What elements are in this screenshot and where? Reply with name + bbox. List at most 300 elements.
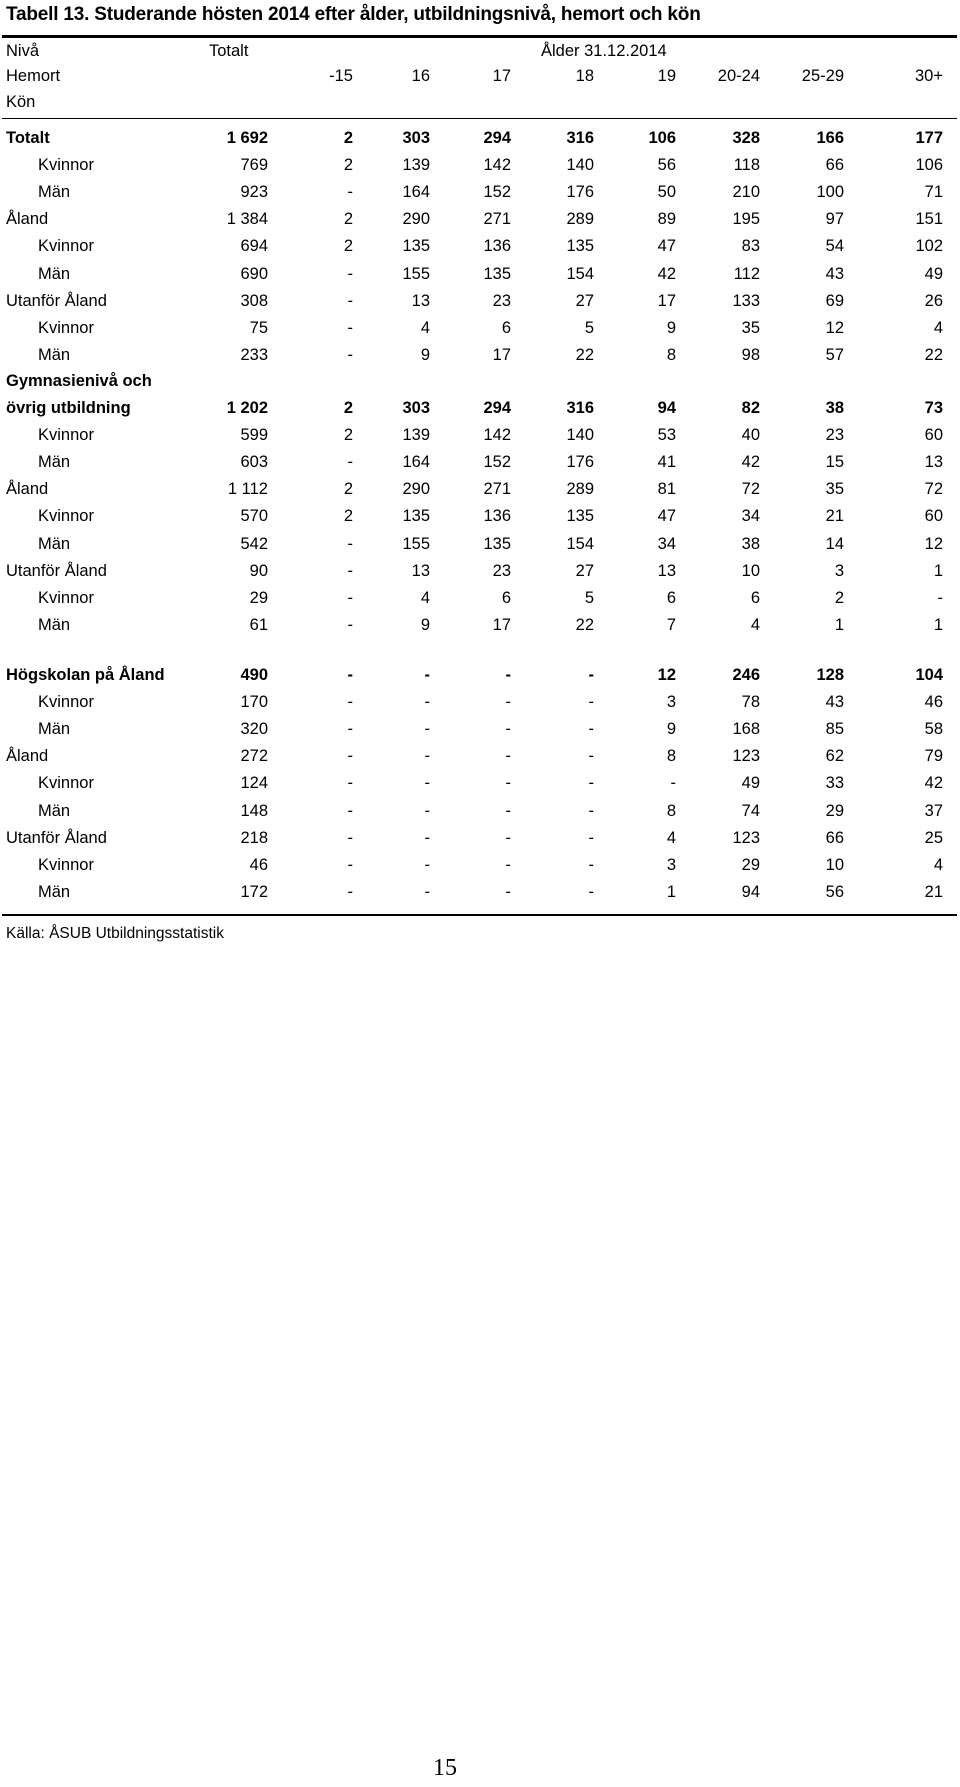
cell-age-value: 41 [657,453,676,472]
row-label: Män [38,615,71,634]
cell-age-value: 50 [657,183,676,202]
row-label: Kvinnor [38,426,94,445]
cell-age-value: - [505,666,511,684]
cell-age-value: 17 [492,615,511,634]
cell-age-value: 136 [483,237,511,256]
cell-age-value: - [588,855,594,874]
cell-age-value: - [588,882,594,901]
cell-age-value: - [588,747,594,766]
cell-age-value: 49 [741,774,760,793]
cell-age-value: - [347,666,353,684]
cell-age-value: - [424,720,430,739]
cell-age-value: 154 [566,264,594,283]
table-row [0,507,960,534]
cell-age-value: 38 [825,399,844,417]
cell-age-value: 271 [483,210,511,229]
cell-age-value: - [347,453,353,472]
cell-age-value: 89 [657,210,676,229]
cell-age-value: - [347,264,353,283]
cell-age-value: 62 [825,747,844,766]
cell-age-value: - [424,801,430,820]
cell-age-value: 57 [825,345,844,364]
cell-age-value: 66 [825,828,844,847]
table-title: Tabell 13. Studerande hösten 2014 efter ålder, utbildningsnivå, hemort och kön [6,4,701,25]
row-label: Utanför Åland [6,561,107,580]
cell-age-value: 35 [825,480,844,499]
cell-age-value: 81 [657,480,676,499]
cell-age-value: 83 [741,237,760,256]
cell-totalt: 603 [240,453,268,472]
cell-age-value: - [937,588,943,607]
cell-totalt: 599 [240,426,268,445]
row-label: Män [38,453,71,472]
cell-age-value: - [347,345,353,364]
cell-age-value: 106 [915,156,943,175]
row-label: Kvinnor [38,237,94,256]
cell-age-value: - [588,666,594,684]
row-label: Män [38,882,71,901]
cell-totalt: 1 384 [226,210,268,229]
cell-age-value: 27 [575,561,594,580]
cell-age-value: 155 [402,534,430,553]
cell-age-value: - [424,747,430,766]
cell-age-value: 118 [733,156,760,175]
header-age-7: 30+ [915,67,943,85]
cell-age-value: 6 [666,588,676,607]
row-label: Åland [6,210,49,229]
table-row [0,802,960,829]
cell-age-value: 98 [741,345,760,364]
table-row [0,747,960,774]
table-row [0,774,960,801]
cell-age-value: 2 [343,426,353,445]
cell-age-value: 210 [732,183,760,202]
cell-age-value: 289 [566,210,594,229]
cell-age-value: 104 [915,666,943,684]
table-row [0,319,960,346]
cell-age-value: 8 [666,801,676,820]
cell-age-value: 60 [924,426,943,445]
table-row [0,210,960,237]
cell-age-value: - [347,855,353,874]
cell-totalt: 148 [240,801,268,820]
row-label: Män [38,183,71,202]
cell-age-value: 246 [732,666,760,684]
cell-age-value: 15 [825,453,844,472]
cell-age-value: 43 [825,264,844,283]
cell-age-value: 4 [750,615,760,634]
table-row [0,237,960,264]
cell-age-value: 164 [402,183,430,202]
cell-age-value: 2 [343,129,353,147]
cell-age-value: - [424,774,430,793]
cell-age-value: 164 [402,453,430,472]
bottom-rule [2,914,957,916]
table-row [0,693,960,720]
cell-age-value: 6 [501,588,511,607]
cell-age-value: 14 [825,534,844,553]
cell-age-value: - [347,561,353,580]
cell-age-value: - [424,693,430,712]
top-rule [2,35,957,38]
table-row [0,129,960,156]
cell-age-value: 34 [741,507,760,526]
cell-age-value: 35 [741,318,760,337]
cell-age-value: - [505,801,511,820]
cell-age-value: 112 [733,264,760,283]
cell-age-value: 22 [924,345,943,364]
cell-age-value: 12 [657,666,676,684]
cell-age-value: 26 [924,291,943,310]
cell-age-value: 6 [750,588,760,607]
cell-age-value: 152 [483,183,511,202]
cell-age-value: 1 [933,615,943,634]
cell-age-value: 12 [825,318,844,337]
row-label: Män [38,264,71,283]
table-row [0,883,960,910]
cell-age-value: 71 [924,183,943,202]
cell-age-value: - [588,720,594,739]
cell-age-value: - [347,720,353,739]
cell-age-value: 47 [657,237,676,256]
cell-age-value: - [347,588,353,607]
cell-age-value: 102 [915,237,943,256]
cell-totalt: 1 202 [226,399,268,417]
cell-age-value: 43 [825,693,844,712]
cell-age-value: 8 [666,345,676,364]
cell-age-value: 56 [825,882,844,901]
cell-age-value: 139 [402,156,430,175]
cell-age-value: 53 [657,426,676,445]
cell-totalt: 490 [240,666,268,684]
cell-age-value: 135 [483,534,511,553]
cell-age-value: - [505,720,511,739]
cell-age-value: 25 [924,828,943,847]
cell-age-value: 13 [657,561,676,580]
cell-age-value: - [424,855,430,874]
row-label: Kvinnor [38,507,94,526]
cell-age-value: 23 [492,291,511,310]
cell-age-value: - [424,882,430,901]
cell-totalt: 46 [249,855,268,874]
header-age-6: 25-29 [801,67,844,85]
table-row [0,292,960,319]
cell-age-value: 1 [933,561,943,580]
cell-totalt: 308 [240,291,268,310]
cell-age-value: 9 [666,720,676,739]
header-kon: Kön [6,93,36,111]
cell-totalt: 170 [240,693,268,712]
cell-totalt: 1 112 [227,480,268,499]
cell-totalt: 320 [240,720,268,739]
header-age-2: 17 [492,67,511,85]
cell-age-value: 303 [402,129,430,147]
header-age-3: 18 [575,67,594,85]
page-number: 15 [433,1755,457,1781]
table-row [0,666,960,693]
cell-age-value: - [347,747,353,766]
table-row [0,589,960,616]
cell-age-value: 2 [343,237,353,256]
cell-age-value: - [347,534,353,553]
cell-totalt: 694 [240,237,268,256]
cell-age-value: 10 [825,855,844,874]
cell-age-value: 2 [343,480,353,499]
cell-age-value: - [588,828,594,847]
header-niva: Nivå [6,42,40,60]
cell-age-value: 100 [816,183,844,202]
cell-age-value: - [347,318,353,337]
header-hemort: Hemort [6,67,61,85]
cell-age-value: 140 [566,156,594,175]
header-totalt: Totalt [209,42,249,60]
cell-age-value: - [347,801,353,820]
cell-age-value: - [347,183,353,202]
cell-age-value: 3 [666,855,676,874]
cell-age-value: - [347,291,353,310]
cell-age-value: 13 [411,561,430,580]
cell-totalt: 233 [240,345,268,364]
cell-age-value: 290 [402,480,430,499]
cell-age-value: 13 [924,453,943,472]
table-row [0,399,960,426]
cell-age-value: 142 [483,156,511,175]
cell-age-value: 139 [402,426,430,445]
cell-age-value: - [505,828,511,847]
cell-age-value: 54 [825,237,844,256]
table-row [0,535,960,562]
cell-age-value: 135 [402,237,430,256]
cell-totalt: 570 [240,507,268,526]
row-label: Utanför Åland [6,828,107,847]
cell-age-value: 168 [732,720,760,739]
table-row [0,426,960,453]
cell-age-value: 27 [575,291,594,310]
cell-age-value: 29 [825,801,844,820]
cell-age-value: 82 [741,399,760,417]
cell-age-value: 42 [741,453,760,472]
cell-age-value: 60 [924,507,943,526]
cell-age-value: 135 [566,507,594,526]
cell-age-value: 136 [483,507,511,526]
cell-age-value: 176 [566,183,594,202]
cell-age-value: 166 [816,129,844,147]
header-age-5: 20-24 [717,67,760,85]
table-row [0,616,960,643]
header-age-4: 19 [657,67,676,85]
row-label: Åland [6,747,49,766]
cell-age-value: 74 [741,801,760,820]
cell-age-value: 22 [575,345,594,364]
cell-age-value: 135 [402,507,430,526]
cell-age-value: 1 [666,882,676,901]
cell-age-value: 289 [566,480,594,499]
row-label: Kvinnor [38,588,94,607]
table-row [0,480,960,507]
cell-age-value: 3 [666,693,676,712]
cell-age-value: 155 [402,264,430,283]
table-row [0,720,960,747]
cell-age-value: 5 [584,588,594,607]
table-row [0,453,960,480]
cell-age-value: 42 [924,774,943,793]
cell-age-value: 9 [420,345,430,364]
row-label: Åland [6,480,49,499]
cell-age-value: 8 [666,747,676,766]
cell-totalt: 124 [240,774,268,793]
cell-age-value: 151 [915,210,943,229]
cell-age-value: 37 [924,801,943,820]
cell-age-value: 79 [924,747,943,766]
cell-age-value: - [505,855,511,874]
cell-age-value: 2 [343,399,353,417]
cell-age-value: 69 [825,291,844,310]
cell-age-value: 316 [566,129,594,147]
cell-age-value: 73 [924,399,943,417]
cell-age-value: 42 [657,264,676,283]
cell-age-value: 3 [834,561,844,580]
cell-age-value: - [588,774,594,793]
cell-age-value: 7 [666,615,676,634]
cell-age-value: - [347,693,353,712]
table-row [0,156,960,183]
cell-age-value: 66 [825,156,844,175]
cell-age-value: 294 [483,129,511,147]
cell-age-value: 4 [933,855,943,874]
cell-totalt: 272 [240,747,268,766]
cell-age-value: 12 [924,534,943,553]
cell-age-value: 177 [915,129,943,147]
cell-age-value: 2 [343,507,353,526]
cell-age-value: 4 [420,588,430,607]
cell-age-value: - [347,882,353,901]
table-row [0,562,960,589]
cell-age-value: 49 [924,264,943,283]
section-heading: Gymnasienivå och [6,372,152,390]
cell-age-value: 38 [741,534,760,553]
cell-age-value: 5 [584,318,594,337]
cell-age-value: 303 [402,399,430,417]
cell-age-value: 142 [483,426,511,445]
cell-age-value: 176 [566,453,594,472]
cell-age-value: 33 [825,774,844,793]
cell-age-value: 29 [741,855,760,874]
cell-age-value: 140 [566,426,594,445]
cell-age-value: 135 [566,237,594,256]
row-label: Män [38,534,71,553]
cell-age-value: - [505,882,511,901]
cell-age-value: - [505,774,511,793]
cell-age-value: - [505,747,511,766]
table-row [0,183,960,210]
row-label: Män [38,345,71,364]
cell-age-value: 94 [741,882,760,901]
cell-totalt: 75 [249,318,268,337]
cell-age-value: 34 [657,534,676,553]
cell-age-value: 2 [343,210,353,229]
header-age-1: 16 [411,67,430,85]
cell-age-value: 85 [825,720,844,739]
cell-age-value: - [670,774,676,793]
cell-age-value: 154 [566,534,594,553]
cell-age-value: 294 [483,399,511,417]
cell-age-value: 78 [741,693,760,712]
cell-age-value: 17 [492,345,511,364]
cell-age-value: 152 [483,453,511,472]
cell-totalt: 690 [240,264,268,283]
cell-age-value: 46 [924,693,943,712]
cell-age-value: 10 [741,561,760,580]
cell-age-value: 56 [657,156,676,175]
row-label: Kvinnor [38,693,94,712]
cell-age-value: - [347,615,353,634]
cell-age-value: 4 [666,828,676,847]
cell-age-value: 106 [648,129,676,147]
row-label: Totalt [6,129,50,147]
cell-age-value: 9 [420,615,430,634]
cell-totalt: 923 [240,183,268,202]
cell-age-value: 195 [732,210,760,229]
cell-age-value: 1 [834,615,844,634]
cell-age-value: 9 [666,318,676,337]
source-note: Källa: ÅSUB Utbildningsstatistik [6,925,224,942]
cell-age-value: 6 [501,318,511,337]
cell-totalt: 172 [240,882,268,901]
cell-age-value: - [347,774,353,793]
cell-age-value: 123 [732,747,760,766]
cell-age-value: 271 [483,480,511,499]
header-rule [2,118,957,119]
cell-age-value: - [424,828,430,847]
cell-age-value: 72 [924,480,943,499]
cell-age-value: 128 [816,666,844,684]
cell-age-value: 133 [732,291,760,310]
cell-age-value: 316 [566,399,594,417]
header-age-0: -15 [329,67,353,85]
cell-totalt: 90 [249,561,268,580]
cell-age-value: - [505,693,511,712]
row-label: Män [38,720,71,739]
cell-age-value: 2 [834,588,844,607]
cell-age-value: 123 [732,828,760,847]
cell-age-value: 23 [825,426,844,445]
cell-age-value: 23 [492,561,511,580]
cell-age-value: 2 [343,156,353,175]
cell-age-value: 13 [411,291,430,310]
cell-age-value: 21 [924,882,943,901]
cell-age-value: 40 [741,426,760,445]
cell-totalt: 29 [249,588,268,607]
row-label: Utanför Åland [6,291,107,310]
cell-age-value: 17 [657,291,676,310]
cell-age-value: - [588,693,594,712]
cell-age-value: - [424,666,430,684]
cell-age-value: 22 [575,615,594,634]
row-label: övrig utbildning [6,399,131,417]
cell-age-value: 97 [825,210,844,229]
cell-age-value: - [347,828,353,847]
cell-totalt: 542 [240,534,268,553]
cell-age-value: 4 [933,318,943,337]
table-row [0,346,960,373]
cell-age-value: 58 [924,720,943,739]
row-label: Kvinnor [38,318,94,337]
cell-age-value: 72 [741,480,760,499]
row-label: Kvinnor [38,774,94,793]
table-row [0,856,960,883]
cell-age-value: 135 [483,264,511,283]
table-row [0,829,960,856]
